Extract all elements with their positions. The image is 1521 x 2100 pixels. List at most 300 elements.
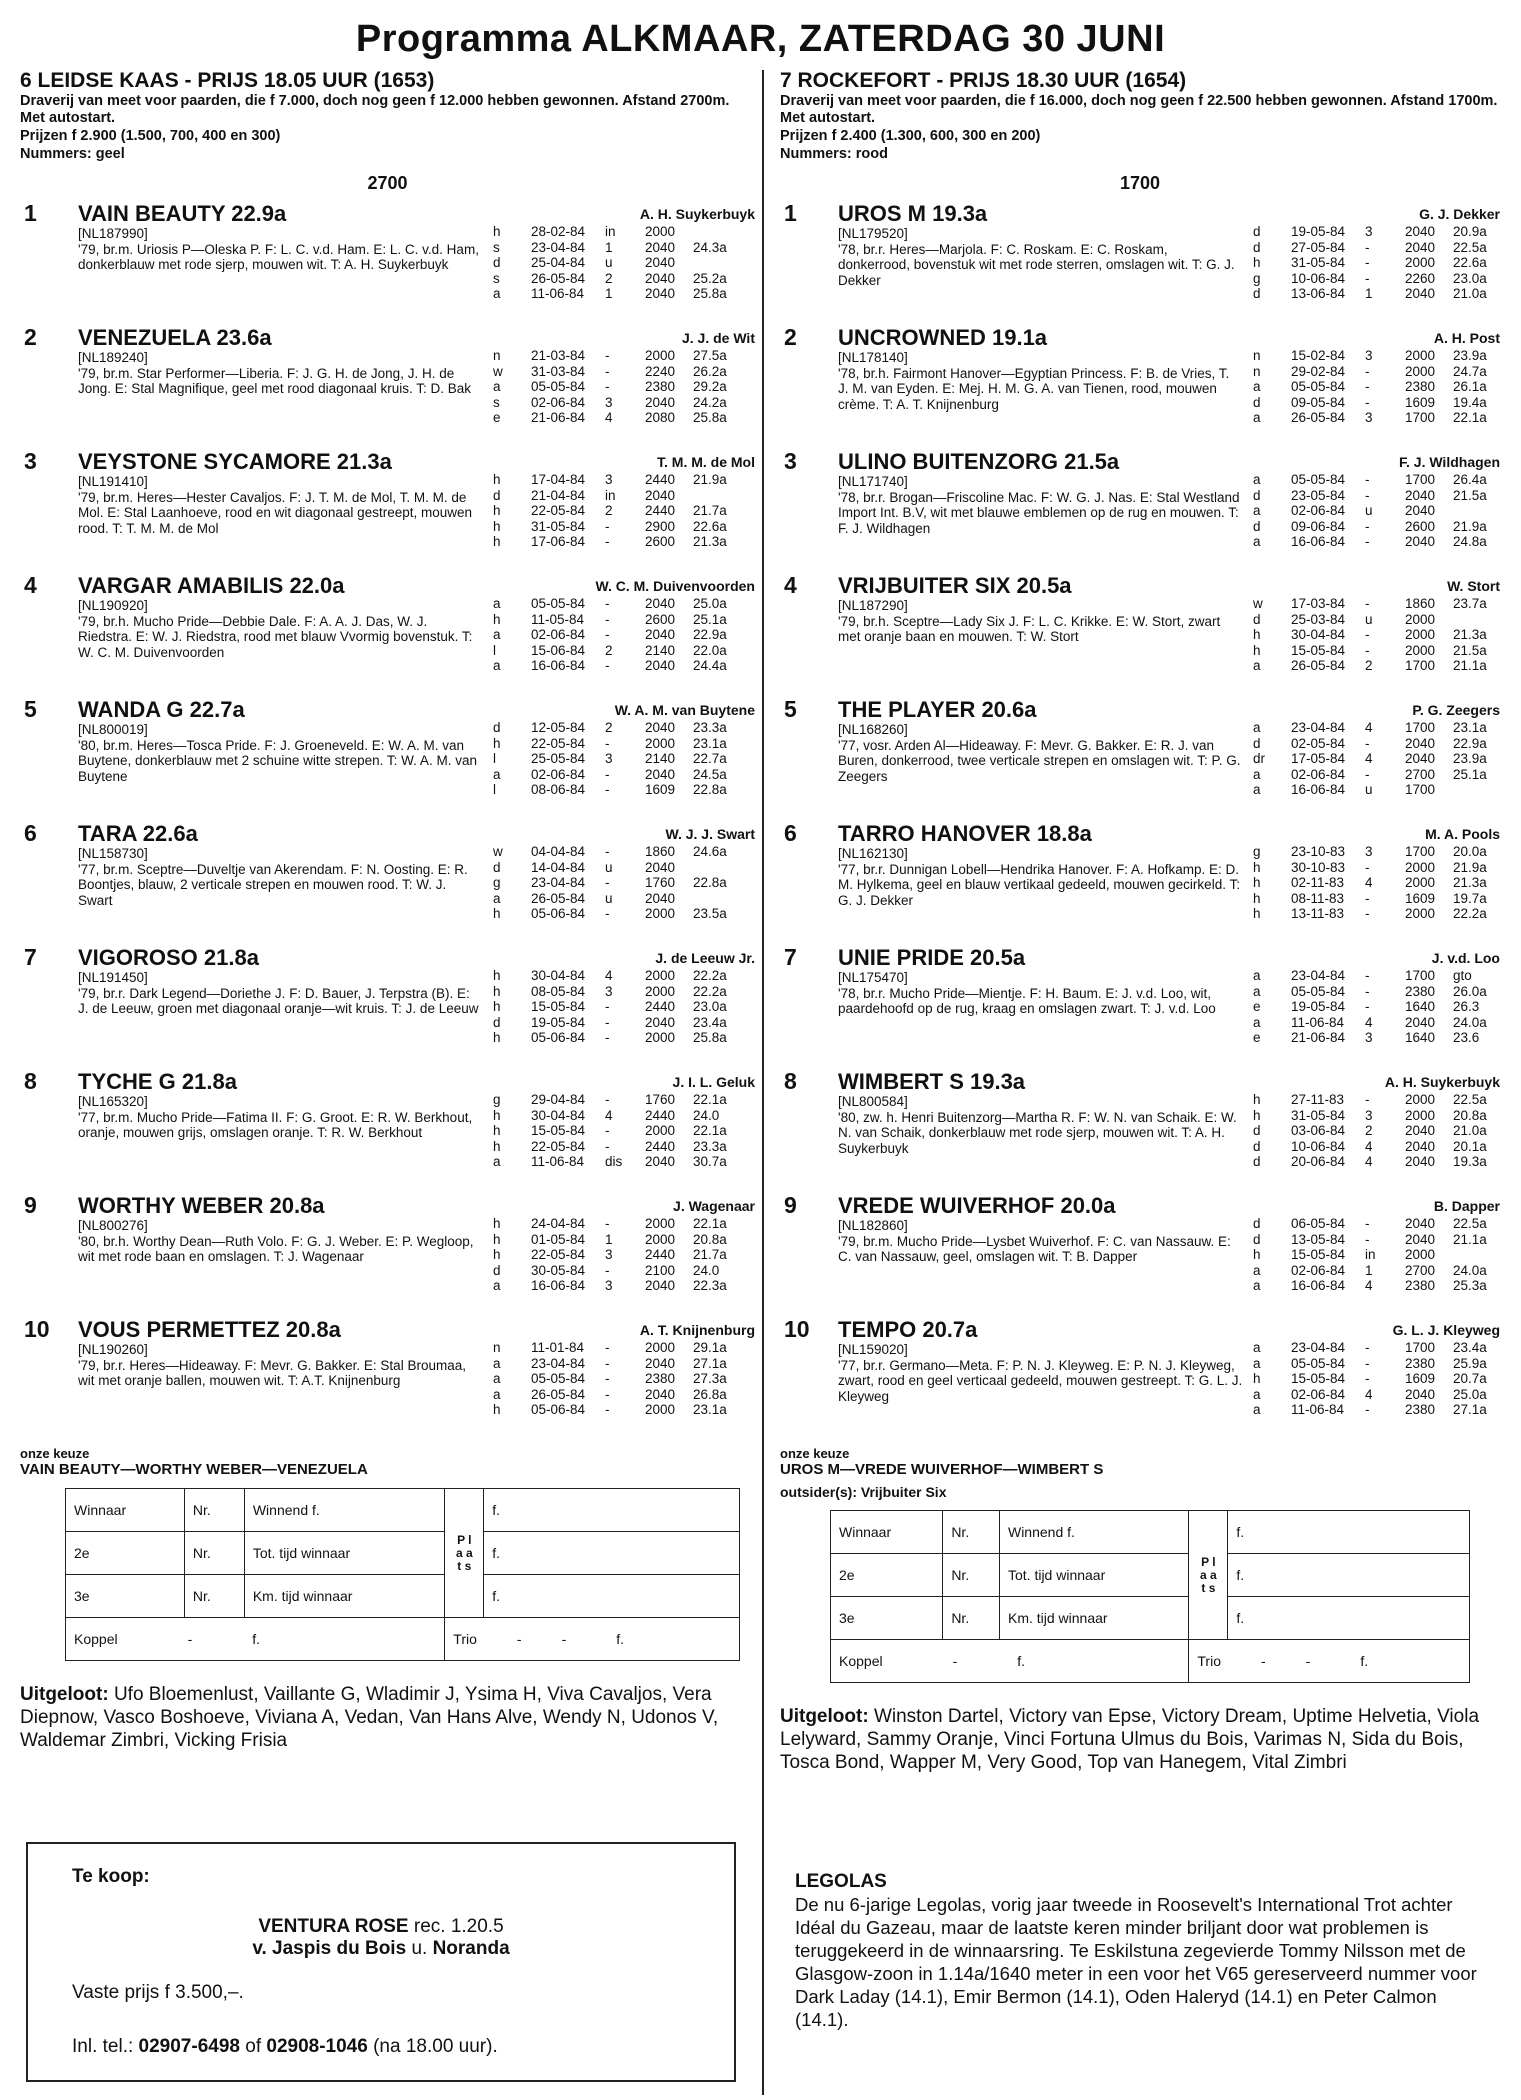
performance-cell: h (493, 968, 501, 983)
performance-cell: 23.7a (1453, 596, 1487, 611)
performance-row (1253, 488, 1500, 504)
horse-description: '79, br.h. Sceptre—Lady Six J. F: L. C. Krikke. E: W. Stort, zwart met oranje baan en mouwen. T: W. Stort (838, 613, 1221, 644)
performance-cell: a (493, 890, 501, 906)
horse-entry (20, 1318, 755, 1442)
performance-cell: - (1365, 766, 1370, 782)
horse-trainer: J. Wagenaar (673, 1198, 755, 1214)
performance-cell: a (1253, 968, 1261, 983)
horse-info (78, 1070, 483, 1194)
performance-cell: 28-02-84 (531, 224, 586, 239)
tote-trio-cell (445, 1618, 740, 1661)
performance-cell: 17-06-84 (531, 534, 586, 549)
performance-cell: 16-06-84 (531, 1278, 586, 1293)
tote-nr-label: Nr. (943, 1597, 1000, 1640)
tote-form (65, 1488, 740, 1661)
tote-nr-label: Nr. (943, 1511, 1000, 1554)
performance-cell: u (605, 859, 613, 875)
performance-row (493, 1015, 755, 1031)
performance-row (493, 658, 755, 674)
performance-row (1253, 534, 1500, 550)
performance-row (1253, 1371, 1500, 1387)
performance-cell: 21-04-84 (531, 487, 586, 503)
performance-cell: 20.1a (1453, 1138, 1487, 1154)
performance-cell: d (1253, 611, 1261, 627)
performance-cell: a (493, 379, 501, 394)
performance-cell: a (1253, 782, 1261, 797)
performance-cell: 22.0a (693, 642, 727, 658)
performance-cell: a (493, 1371, 501, 1386)
performance-row (1253, 519, 1500, 535)
performance-cell: 2000 (645, 1402, 676, 1417)
performance-cell: a (1253, 1402, 1261, 1417)
performance-cell: 20.8a (693, 1231, 727, 1247)
performance-cell: 02-06-84 (531, 766, 586, 782)
horse-performances (483, 1318, 755, 1442)
ad-sire: Jaspis du Bois (272, 1938, 407, 1959)
performance-cell: 1 (605, 239, 613, 255)
horse-registration: [NL178140] (838, 350, 908, 365)
performance-cell: 2000 (1405, 1092, 1436, 1107)
performance-row (1253, 1030, 1500, 1046)
performance-cell: - (1365, 518, 1370, 534)
horse-entry (20, 698, 755, 822)
performance-cell: - (1365, 1402, 1370, 1417)
performance-cell: h (493, 1123, 501, 1138)
performance-cell: 15-05-84 (531, 999, 586, 1014)
performance-cell: 22.1a (693, 1216, 727, 1231)
horse-name: VEYSTONE SYCAMORE 21.3a (78, 450, 392, 474)
performance-cell: d (1253, 1231, 1261, 1247)
horse-name: VAIN BEAUTY 22.9a (78, 202, 287, 226)
performance-cell: h (493, 906, 501, 921)
horse-name: UNIE PRIDE 20.5a (838, 946, 1026, 970)
performance-cell: 27.5a (693, 348, 727, 363)
performance-row (493, 1154, 755, 1170)
performance-cell: 16-06-84 (1291, 1278, 1346, 1293)
performance-cell: 23-05-84 (1291, 487, 1346, 503)
performance-cell: a (1253, 983, 1261, 999)
performance-cell: 23.1a (1453, 720, 1487, 735)
performance-cell (1453, 612, 1500, 628)
performance-row (493, 240, 755, 256)
performance-row (1253, 782, 1500, 798)
horse-description: '80, br.h. Worthy Dean—Ruth Volo. F: G. J. Weber. E: P. Wegloop, wit met rode baan en omslagen. T: J. Wagenaar (78, 1233, 474, 1264)
horse-number: 4 (784, 572, 797, 598)
tote-trio-dash: - (1260, 1653, 1266, 1669)
performance-cell: h (1253, 859, 1261, 875)
uitgeloot-text: Ufo Bloemenlust, Vaillante G, Wladimir J, Ysima H, Viva Cavaljos, Vera Diepnow, Vasco Boshoeve, Viviana A, Vedan, Van Hans Alve, Wendy N, Udonos V, Waldemar Zimbri, Vicking Frisia (20, 1684, 719, 1751)
performance-cell: 22-05-84 (531, 1247, 586, 1262)
performance-cell: 2 (1365, 658, 1373, 673)
tote-field-label: Winnend f. (999, 1511, 1188, 1554)
performance-cell: g (493, 875, 501, 890)
performance-cell: 21.7a (693, 1247, 727, 1262)
performance-cell: - (1365, 627, 1370, 642)
horse-description: '77, br.m. Sceptre—Duveltje van Akerendam. F: N. Oosting. E: R. Boontjes, blauw, 2 verticale strepen en mouwen rood. T: W. J. Swart (78, 861, 468, 908)
performance-cell: h (493, 1030, 501, 1045)
performance-row (1253, 224, 1500, 240)
horse-registration: [NL191450] (78, 970, 148, 985)
performance-row (493, 1139, 755, 1155)
horse-registration: [NL190260] (78, 1342, 148, 1357)
performance-cell: 2040 (645, 1355, 676, 1371)
performance-cell: 2240 (645, 363, 676, 379)
horse-list (20, 202, 755, 1442)
ad-tel1: 02907-6498 (138, 2036, 240, 2057)
performance-cell: 2 (605, 642, 613, 658)
performance-row (493, 1123, 755, 1139)
ad-record: rec. 1.20.5 (413, 1916, 504, 1937)
performance-cell: 16-06-84 (531, 658, 586, 673)
performance-cell: - (605, 658, 610, 673)
performance-cell: 2000 (1405, 255, 1436, 270)
performance-cell: 3 (1365, 1107, 1373, 1123)
horse-number: 7 (24, 944, 37, 970)
performance-cell: 23.0a (1453, 270, 1487, 286)
horse-trainer: J. I. L. Geluk (672, 1074, 755, 1090)
performance-cell: 23.3a (693, 720, 727, 735)
tote-row (66, 1489, 740, 1532)
performance-cell: 11-06-84 (1291, 1402, 1345, 1417)
performance-row (493, 596, 755, 612)
performance-cell: a (493, 286, 501, 301)
performance-cell: - (605, 1092, 610, 1107)
performance-cell: 3 (1365, 224, 1373, 239)
race-numbers: Nummers: rood (780, 146, 888, 162)
performance-cell: 25.0a (1453, 1386, 1487, 1402)
horse-name: WORTHY WEBER 20.8a (78, 1194, 325, 1218)
performance-cell: - (1365, 534, 1370, 549)
performance-cell: 1 (605, 286, 613, 301)
performance-row (493, 364, 755, 380)
performance-row (493, 875, 755, 891)
performance-cell: 2040 (645, 1386, 676, 1402)
performance-cell: 22.8a (693, 875, 727, 890)
performance-row (1253, 240, 1500, 256)
performance-row (1253, 1154, 1500, 1170)
performance-cell: d (1253, 1154, 1261, 1169)
performance-cell: h (493, 735, 501, 751)
horse-info (78, 202, 483, 326)
performance-cell: 3 (1365, 1030, 1373, 1045)
performance-cell: 1609 (1405, 1371, 1436, 1386)
horse-description: '78, br.h. Fairmont Hanover—Egyptian Princess. F: B. de Vries, T. J. M. van Eyden. E: Mej. H. M. G. A. van Tienen, rood, mouwen crème. T: A. T. Knijnenburg (838, 365, 1230, 412)
performance-cell: - (605, 735, 610, 751)
performance-cell: - (1365, 999, 1370, 1014)
race-7-column (780, 70, 1500, 1774)
performance-cell: a (1253, 534, 1261, 549)
tote-f-label: f. (484, 1575, 740, 1618)
performance-cell: 2040 (645, 658, 676, 673)
performance-cell: d (493, 487, 501, 503)
tote-trio-label: Trio (1197, 1653, 1221, 1669)
performance-cell: 2040 (1405, 286, 1436, 301)
horse-trainer: A. T. Knijnenburg (639, 1322, 755, 1338)
performance-cell (1453, 503, 1500, 519)
performance-cell: 2000 (645, 1231, 676, 1247)
horse-registration: [NL171740] (838, 474, 908, 489)
performance-cell: 2140 (645, 642, 676, 658)
tote-row (831, 1554, 1470, 1597)
performance-cell: 3 (1365, 844, 1373, 859)
performance-row (493, 627, 755, 643)
ad-heading: Te koop: (72, 1866, 150, 1887)
performance-cell: - (605, 1402, 610, 1417)
performance-cell: 03-06-84 (1291, 1123, 1346, 1138)
horse-number: 1 (24, 200, 37, 226)
performance-cell: d (493, 1014, 501, 1030)
performance-cell: 2000 (1405, 627, 1436, 642)
horse-number: 5 (784, 696, 797, 722)
performance-cell: - (605, 363, 610, 379)
performance-cell: 26.3 (1453, 999, 1480, 1014)
ad-dam: Noranda (432, 1938, 510, 1959)
performance-cell: - (1365, 239, 1370, 255)
horse-registration: [NL190920] (78, 598, 148, 613)
performance-cell: 22.1a (693, 1123, 727, 1138)
performance-cell: in (1365, 1247, 1376, 1262)
performance-cell: 23.0a (693, 999, 727, 1014)
performance-cell: - (605, 766, 610, 782)
horse-info (78, 1194, 483, 1318)
performance-cell: 25-04-84 (531, 255, 586, 270)
performance-cell: 13-05-84 (1291, 1231, 1346, 1247)
performance-cell: 21.5a (1453, 487, 1487, 503)
performance-row (493, 906, 755, 922)
performance-cell: 24.3a (693, 239, 727, 255)
performance-cell: 10-06-84 (1291, 1138, 1346, 1154)
performance-cell: w (493, 363, 503, 379)
legolas-article (795, 1870, 1495, 2031)
horse-performances (483, 698, 755, 822)
horse-info (78, 326, 483, 450)
performance-cell: a (1253, 1278, 1261, 1293)
performance-cell: 25-05-84 (531, 751, 586, 766)
performance-cell: 4 (1365, 1386, 1373, 1402)
performance-cell: 30-04-84 (531, 968, 586, 983)
tote-place-label: 3e (66, 1575, 185, 1618)
performance-row (493, 844, 755, 860)
performance-row (493, 612, 755, 628)
performance-cell: 08-11-83 (1291, 890, 1345, 906)
performance-cell: a (1253, 1340, 1261, 1355)
performance-cell: a (1253, 658, 1261, 673)
performance-cell: 2000 (645, 1030, 676, 1045)
performance-cell: 2040 (645, 890, 676, 906)
performance-cell: 1609 (1405, 890, 1436, 906)
performance-cell: - (605, 611, 610, 627)
horse-info (838, 202, 1243, 326)
performance-row (1253, 1278, 1500, 1294)
horse-entry (780, 574, 1500, 698)
horse-performances (483, 450, 755, 574)
performance-cell: 24.2a (693, 394, 727, 410)
performance-cell: 1700 (1405, 844, 1436, 859)
horse-registration: [NL162130] (838, 846, 908, 861)
tote-f-label: f. (1228, 1511, 1470, 1554)
performance-cell: 2 (605, 720, 613, 735)
performance-cell: 21.5a (1453, 642, 1487, 658)
performance-cell: 1760 (645, 1092, 676, 1107)
performance-cell: a (1253, 1262, 1261, 1278)
performance-cell: 06-05-84 (1291, 1216, 1346, 1231)
performance-cell: 29.2a (693, 379, 727, 394)
performance-cell: 23-04-84 (531, 239, 586, 255)
tote-trio-f: f. (1360, 1653, 1369, 1669)
ad-price: Vaste prijs f 3.500,–. (72, 1982, 244, 2003)
performance-cell: 15-05-84 (1291, 1371, 1346, 1386)
performance-cell: 23.9a (1453, 751, 1487, 766)
tote-trio-dash: - (516, 1631, 522, 1647)
performance-row (1253, 503, 1500, 519)
ad-telephone (72, 2036, 498, 2058)
performance-row (493, 1030, 755, 1046)
horse-performances (1243, 574, 1500, 698)
tote-koppel-cell (831, 1640, 1189, 1683)
uitgeloot (780, 1705, 1500, 1774)
horse-number: 7 (784, 944, 797, 970)
performance-cell: 1609 (645, 782, 676, 797)
performance-cell: 21-06-84 (1291, 1030, 1346, 1045)
horse-entry (780, 1194, 1500, 1318)
performance-cell: 24-04-84 (531, 1216, 586, 1231)
performance-cell: h (1253, 627, 1261, 642)
performance-cell: 05-06-84 (531, 1030, 586, 1045)
tote-field-label: Tot. tijd winnaar (999, 1554, 1188, 1597)
performance-cell: s (493, 270, 500, 286)
performance-cell: 24.0a (1453, 1262, 1487, 1278)
performance-cell: 4 (605, 968, 613, 983)
performance-cell: - (1365, 255, 1370, 270)
performance-cell: 23-04-84 (531, 1355, 586, 1371)
horse-number: 3 (784, 448, 797, 474)
performance-cell: a (493, 1154, 501, 1169)
tote-trio-label: Trio (453, 1631, 477, 1647)
performance-cell: 4 (1365, 720, 1373, 735)
performance-row (493, 1340, 755, 1356)
performance-cell: 22-05-84 (531, 1138, 586, 1154)
performance-row (493, 1216, 755, 1232)
performance-cell: 24.6a (693, 844, 727, 859)
horse-performances (483, 574, 755, 698)
performance-row (493, 488, 755, 504)
performance-cell: h (1253, 1107, 1261, 1123)
performance-cell: 29-04-84 (531, 1092, 586, 1107)
horse-number: 9 (24, 1192, 37, 1218)
performance-cell: 1640 (1405, 999, 1436, 1014)
performance-cell (1453, 782, 1500, 798)
performance-cell: 23.3a (693, 1138, 727, 1154)
horse-name: ULINO BUITENZORG 21.5a (838, 450, 1120, 474)
performance-cell: s (493, 239, 500, 255)
horse-registration: [NL168260] (838, 722, 908, 737)
horse-number: 2 (24, 324, 37, 350)
performance-cell: - (605, 1355, 610, 1371)
performance-cell: 3 (605, 472, 613, 487)
page-title: Programma ALKMAAR, ZATERDAG 30 JUNI (355, 18, 1166, 60)
horse-name: WIMBERT S 19.3a (838, 1070, 1026, 1094)
tote-row (831, 1511, 1470, 1554)
performance-cell: 11-06-84 (531, 1154, 585, 1169)
performance-row (493, 1387, 755, 1403)
performance-cell: 25.3a (1453, 1278, 1487, 1293)
performance-row (493, 286, 755, 302)
tote-koppel-cell (66, 1618, 445, 1661)
performance-cell: 14-04-84 (531, 859, 586, 875)
performance-cell: a (1253, 379, 1261, 394)
tote-koppel-label: Koppel (74, 1631, 118, 1647)
performance-cell: a (493, 658, 501, 673)
performance-cell: 08-06-84 (531, 782, 586, 797)
performance-row (493, 395, 755, 411)
performance-cell: 2000 (1405, 642, 1436, 658)
performance-cell: a (493, 596, 501, 611)
performance-cell: 02-06-84 (531, 394, 586, 410)
performance-cell: 1700 (1405, 1340, 1436, 1355)
performance-row (1253, 348, 1500, 364)
tote-f-label: f. (1228, 1554, 1470, 1597)
performance-cell: 26-05-84 (1291, 658, 1346, 673)
performance-cell: 2040 (645, 394, 676, 410)
horse-description: '79, br.m. Heres—Hester Cavaljos. F: J. T. M. de Mol, T. M. M. de Mol. E: Stal Laanhoeve, rood en wit diagonaal gestreept, mouwen rood. T: T. M. M. de Mol (78, 489, 472, 536)
horse-description: '78, br.r. Mucho Pride—Mientje. F: H. Baum. E: J. v.d. Loo, wit, paardehoofd op de rug, kraag en omslagen zwart. T: J. v.d. Loo (838, 985, 1216, 1016)
horse-entry (780, 1070, 1500, 1194)
performance-cell: h (1253, 890, 1261, 906)
performance-cell: 2380 (1405, 1355, 1436, 1371)
performance-cell: 2080 (645, 410, 676, 425)
performance-cell: 2100 (645, 1262, 676, 1278)
performance-cell: 2040 (1405, 487, 1436, 503)
performance-cell: 27-05-84 (1291, 239, 1346, 255)
performance-row (1253, 860, 1500, 876)
tote-trio-dash: - (561, 1631, 567, 1647)
performance-cell: a (1253, 1355, 1261, 1371)
performance-cell: - (1365, 1092, 1370, 1107)
performance-row (1253, 751, 1500, 767)
horse-description: '79, br.h. Mucho Pride—Debbie Dale. F: A. A. J. Das, W. J. Riedstra. E: W. J. Riedstra, rood met blauw Vvormig bovenstuk. T: W. C. M. Duivenvoorden (78, 613, 473, 660)
horse-performances (483, 1070, 755, 1194)
performance-cell: 2040 (1405, 534, 1436, 549)
performance-cell: - (605, 1138, 610, 1154)
tote-nr-label: Nr. (184, 1489, 244, 1532)
performance-cell: 3 (605, 983, 613, 999)
performance-cell: 21.9a (1453, 859, 1487, 875)
performance-cell: 4 (1365, 875, 1373, 890)
performance-cell: 05-05-84 (1291, 1355, 1346, 1371)
performance-cell: h (493, 1231, 501, 1247)
performance-cell: 15-02-84 (1291, 348, 1346, 363)
performance-cell: 2000 (1405, 1107, 1436, 1123)
performance-cell: u (1365, 782, 1373, 797)
performance-cell: 20.7a (1453, 1371, 1487, 1386)
performance-cell: 25.8a (693, 286, 727, 301)
performance-cell: a (493, 1355, 501, 1371)
performance-cell: 02-06-84 (531, 627, 586, 642)
horse-name: VIGOROSO 21.8a (78, 946, 259, 970)
performance-cell: - (1365, 1216, 1370, 1231)
performance-cell: 2040 (1405, 1014, 1436, 1030)
performance-cell: 3 (1365, 348, 1373, 363)
performance-cell: h (493, 611, 501, 627)
horse-name: VRIJBUITER SIX 20.5a (838, 574, 1072, 598)
performance-cell: a (493, 766, 501, 782)
performance-cell: h (1253, 255, 1261, 270)
performance-cell: 23-10-83 (1291, 844, 1346, 859)
horse-registration: [NL159020] (838, 1342, 908, 1357)
ad-u: u. (411, 1938, 428, 1959)
performance-cell: 1 (1365, 286, 1373, 301)
performance-row (493, 271, 755, 287)
